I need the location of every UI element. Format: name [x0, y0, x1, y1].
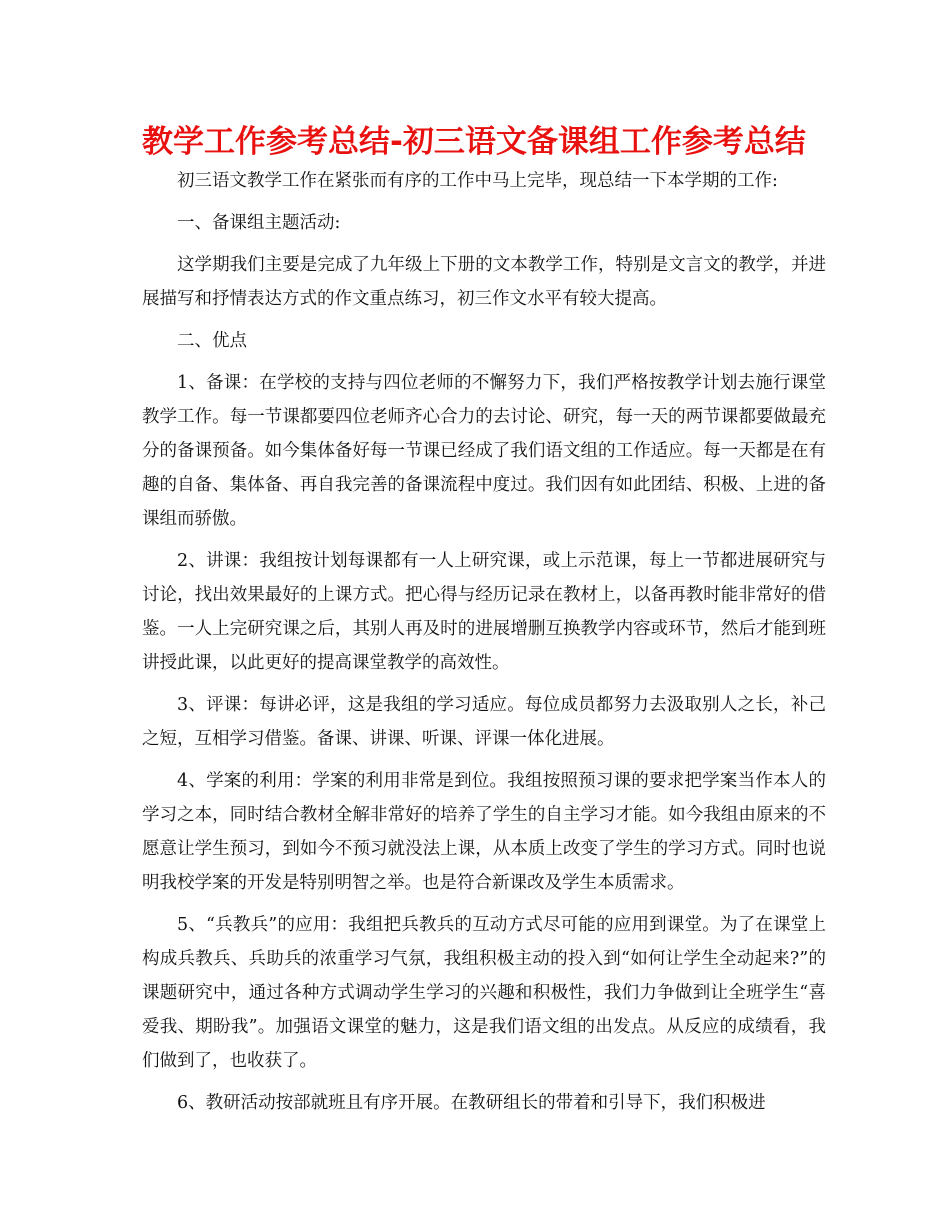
section-heading-activities: 一、备课组主题活动:: [177, 213, 341, 233]
paragraph-activities: 这学期我们主要是完成了九年级上下册的文本教学工作，特别是文言文的教学，并进展描写和抒情表达方式的作文重点练习，初三作文水平有较大提高。: [142, 255, 826, 309]
paragraph-intro: 初三语文教学工作在紧张而有序的工作中马上完毕，现总结一下本学期的工作:: [177, 171, 778, 191]
paragraph-lesson-prep: 1、备课：在学校的支持与四位老师的不懈努力下，我们严格按教学计划去施行课堂教学工作。每一节课都要四位老师齐心合力的去讨论、研究，每一天的两节课都要做最充分的备课预备。如今集体备好每一节课已经成了我们语文组的工作适应。每一天都是在有趣的自备、集体备、再自我完善的备课流程中度过。我们因有如此团结、积极、上进的备课组而骄傲。: [142, 373, 826, 529]
document-title: 教学工作参考总结-初三语文备课组工作参考总结: [142, 124, 806, 160]
paragraph-study-plan: 4、学案的利用：学案的利用非常是到位。我组按照预习课的要求把学案当作本人的学习之本，同时结合教材全解非常好的培养了学生的自主学习才能。如今我组由原来的不愿意让学生预习，到如今不预习就没法上课，从本质上改变了学生的学习方式。同时也说明我校学案的开发是特别明智之举。也是符合新课改及学生本质需求。: [142, 771, 826, 893]
paragraph-teaching: 2、讲课：我组按计划每课都有一人上研究课，或上示范课，每上一节都进展研究与讨论，找出效果最好的上课方式。把心得与经历记录在教材上，以备再教时能非常好的借鉴。一人上完研究课之后，其别人再及时的进展增删互换教学内容或环节，然后才能到班讲授此课，以此更好的提高课堂教学的高效性。: [142, 551, 826, 673]
paragraph-research: 6、教研活动按部就班且有序开展。在教研组长的带着和引导下，我们积极进: [177, 1093, 766, 1113]
section-heading-strengths: 二、优点: [177, 331, 247, 351]
paragraph-evaluation: 3、评课：每讲必评，这是我组的学习适应。每位成员都努力去汲取别人之长，补己之短，互相学习借鉴。备课、讲课、听课、评课一体化进展。: [142, 695, 826, 749]
paragraph-peer-teaching: 5、“兵教兵”的应用：我组把兵教兵的互动方式尽可能的应用到课堂。为了在课堂上构成兵教兵、兵助兵的浓重学习气氛，我组积极主动的投入到“如何让学生全动起来?”的课题研究中，通过各种方式调动学生学习的兴趣和积极性，我们力争做到让全班学生“喜爱我、期盼我”。加强语文课堂的魅力，这是我们语文组的出发点。从反应的成绩看，我们做到了，也收获了。: [142, 915, 826, 1071]
document-body: [142, 164, 826, 1128]
